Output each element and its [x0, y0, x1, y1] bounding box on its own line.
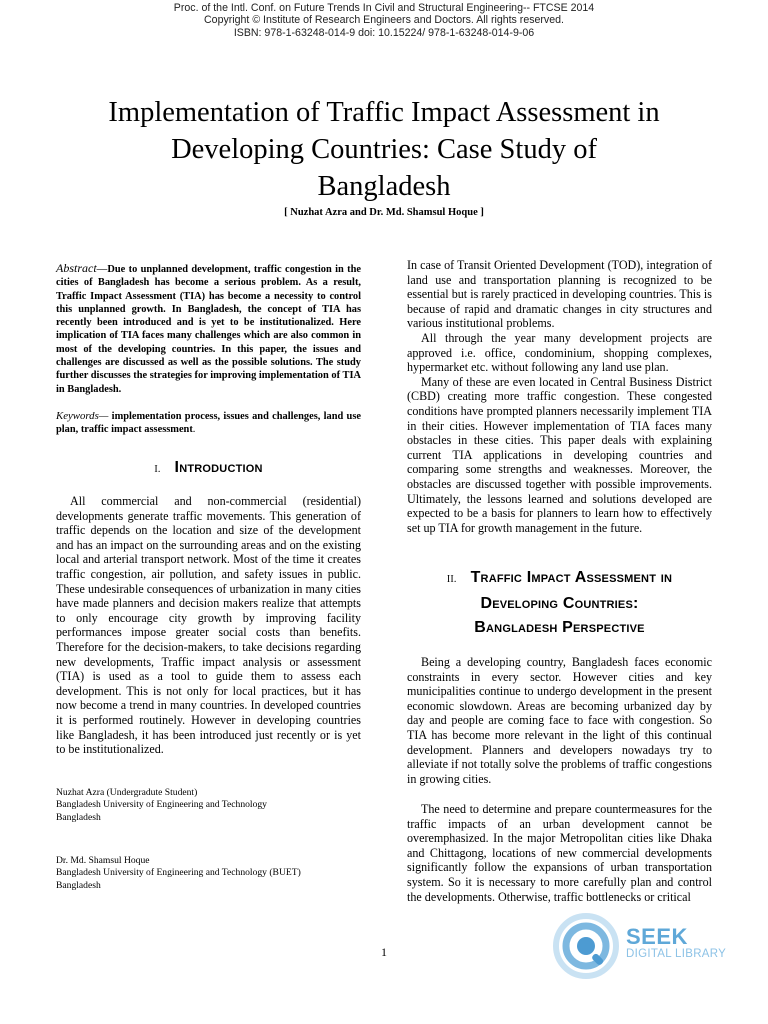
paper-title	[60, 94, 708, 205]
affiliation-name: Nuzhat Azra (Undergradute Student)	[56, 787, 198, 798]
watermark-subtitle: DIGITAL LIBRARY	[626, 948, 727, 960]
abstract	[56, 262, 361, 396]
seek-digital-library-watermark	[552, 910, 732, 980]
paragraph: All through the year many development projects are approved i.e. office, condominium, shopping complexes, hypermarket etc. without following any land use plan.	[407, 330, 712, 375]
introduction-body	[56, 494, 361, 757]
watermark-brand: SEEK	[626, 924, 688, 949]
seek-logo-icon	[552, 912, 620, 980]
section2-paragraph-2	[407, 802, 712, 904]
section-heading-introduction	[56, 456, 361, 482]
section-title-line-3: Bangladesh Perspective	[474, 619, 645, 636]
affiliation-institution: Bangladesh University of Engineering and Technology (BUET)	[56, 867, 301, 879]
section2-paragraph-1	[407, 655, 712, 786]
section-heading-tia	[407, 566, 712, 640]
section-number: I.	[154, 464, 161, 475]
keywords-text: implementation process, issues and challenges, land use plan, traffic impact assessment	[56, 411, 361, 436]
affiliation-country: Bangladesh	[56, 811, 101, 823]
paragraph: Many of these are even located in Central Business District (CBD) creating more traffic congestion. These congested conditions have prompted planners necessarily implement TIA in their cities. However implementation of TIA faces many obstacles in these cities. This paper deals with explaining current TIA applications in developing countries and comparing some strengths and weaknesses. Moreover, the obstacles are discussed together with possible improvements. Ultimately, the lessons learned and solutions developed are expected to be a basis for planners to learn how to effectively set up TIA for growth management in the future.	[407, 374, 712, 535]
header-line-2: Copyright © Institute of Research Engineers and Doctors. All rights reserved.	[204, 14, 564, 27]
section-title-line-1: Traffic Impact Assessment in	[470, 569, 673, 586]
title-line-1: Implementation of Traffic Impact Assessment in	[108, 97, 660, 128]
page-number: 1	[381, 945, 387, 959]
paragraph: In case of Transit Oriented Development (TOD), integration of land use and transportation planning is recognized to be essential but is rarely practiced in developing countries. This is because of rapid and dramatic changes in city structures and various institutional problems.	[407, 258, 712, 331]
section-number: II.	[446, 574, 457, 585]
affiliation-country: Bangladesh	[56, 879, 101, 891]
keywords-label: Keywords—	[56, 410, 109, 422]
keywords	[56, 410, 361, 437]
affiliation-name: Dr. Md. Shamsul Hoque	[56, 855, 150, 866]
section-title: Introduction	[174, 459, 263, 476]
abstract-text: Due to unplanned development, traffic congestion in the cities of Bangladesh has become a serious problem. As a result, Traffic Impact Assessment (TIA) has become a necessity to control this unplanned growth. In Bangladesh, the concept of TIA has recently been introduced and is yet to be institutionalized. Here implication of TIA faces many challenges which are also common in most of the developing countries. In this paper, the issues and challenges are discussed as well as the possible solutions. The study further discusses the strategies for improving implementation of TIA in Bangladesh.	[56, 264, 361, 395]
paragraph: The need to determine and prepare countermeasures for the traffic impacts of an urban development cannot be overemphasized. In the major Metropolitan cities like Dhaka and Chittagong, locations of new commercial developments significantly follow the expansions of urban transportation system. So it is necessary to more carefully plan and control the developments. Otherwise, traffic bottlenecks or critical	[407, 802, 712, 904]
title-line-3: Bangladesh	[317, 171, 451, 202]
section-title-line-2: Developing Countries:	[480, 595, 639, 612]
paragraph: All commercial and non-commercial (residential) developments generate traffic movements. This generation of traffic depends on the location and size of the development and has an impact on the surrounding areas and on the existing local and arterial transport network. Most of the time it creates traffic congestion, air pollution, and safety issues in public. These undesirable consequences of urbanization in many cities have made planners and decision makers realize that attempts to only encourage city growth by improving facility performances impose greater social costs than benefits. Therefore for the decision-makers, to take decisions regarding new developments, Traffic impact analysis or assessment (TIA) is used as a tool to guide them to assess each development. This is not only for local practices, but it has now become a trend in many countries. In developed countries it is performed routinely. However in developing countries like Bangladesh, it has been introduced just recently or is yet to be institutionalized.	[56, 494, 361, 757]
header-line-1: Proc. of the Intl. Conf. on Future Trends In Civil and Structural Engineering-- FTCSE 2014	[173, 2, 595, 14]
paragraph: Being a developing country, Bangladesh faces economic constraints in every sector. However cities and key municipalities continue to undergo development in the present economic slowdown. Areas are becoming urbanized day by day and people are coming face to face with congestion. So TIA has become more relevant in the light of this continual development. Planners and developers nowadays try to alleviate if not totally solve the problems of traffic congestions in growing cities.	[407, 655, 712, 786]
author-list: [ Nuzhat Azra and Dr. Md. Shamsul Hoque ]	[284, 207, 484, 218]
keywords-end: .	[192, 424, 196, 436]
conference-header	[0, 2, 768, 39]
abstract-label: Abstract—	[56, 261, 108, 275]
affiliation-1	[56, 787, 361, 824]
affiliation-institution: Bangladesh University of Engineering and Technology	[56, 799, 267, 811]
title-line-2: Developing Countries: Case Study of	[171, 134, 597, 165]
right-column-intro	[407, 258, 712, 535]
affiliation-2	[56, 855, 361, 892]
header-line-3: ISBN: 978-1-63248-014-9 doi: 10.15224/ 978-1-63248-014-9-06	[233, 26, 535, 39]
